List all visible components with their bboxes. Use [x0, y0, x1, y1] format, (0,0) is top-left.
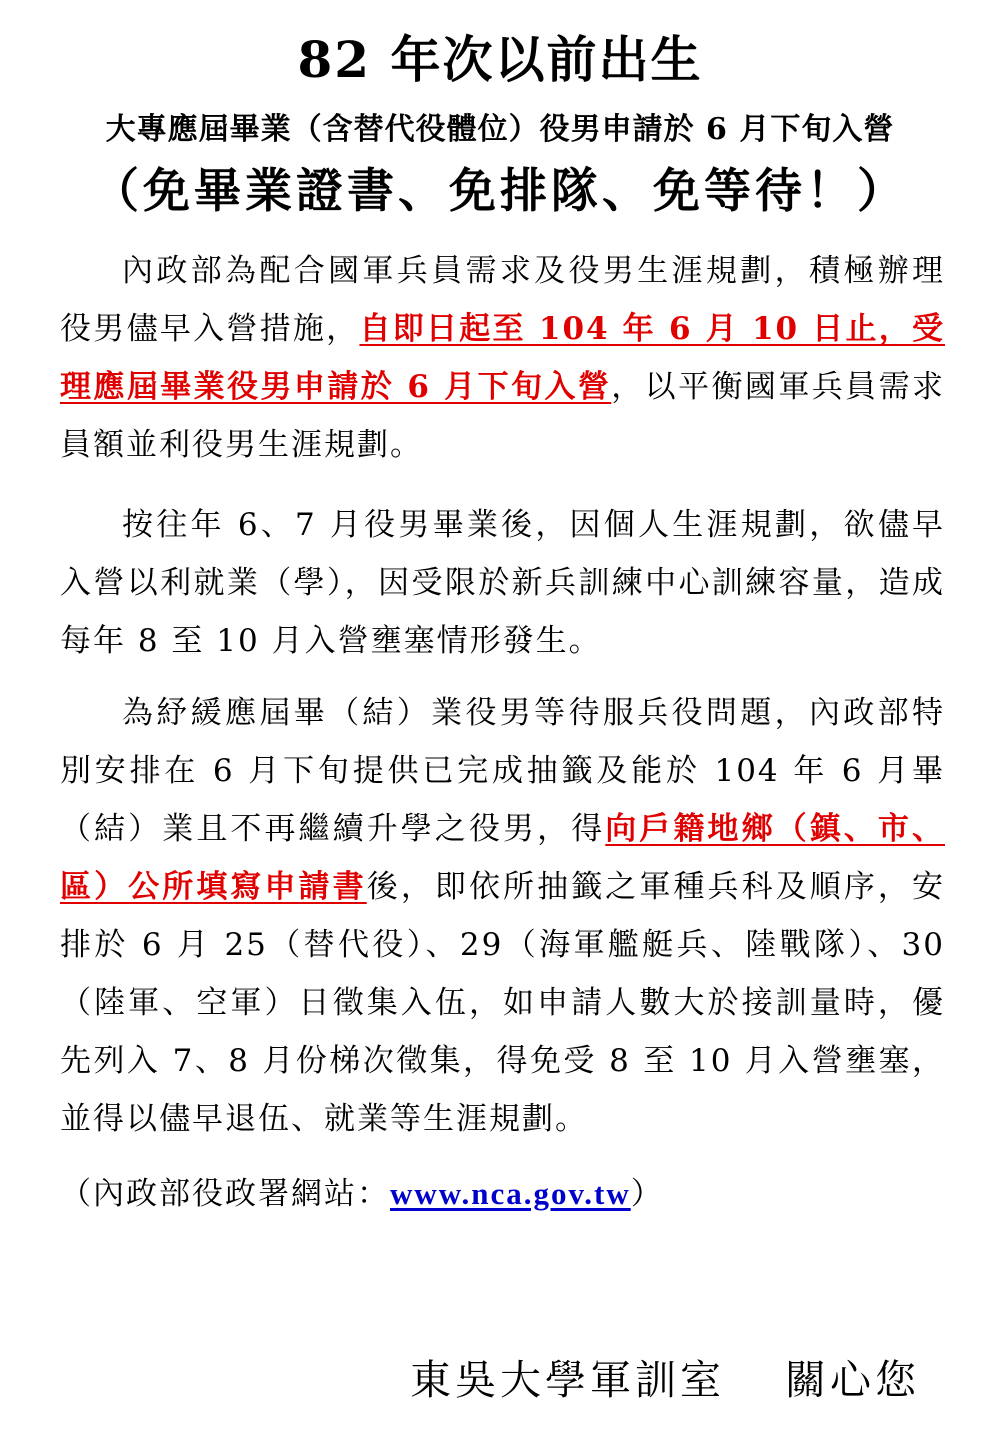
paragraph-3-highlight: 向戶籍地鄉（鎮、市、區）公所填寫申請書 [60, 811, 946, 905]
signature [410, 1350, 920, 1410]
notice-title: 82 年次以前出生 [297, 30, 703, 89]
paragraph-3 [60, 684, 945, 1148]
paragraph-1-intro: 內政部為配合國軍兵員需求及役男生涯規劃，積極辦理役男儘早入營措施， [60, 253, 945, 347]
paragraph-2 [60, 496, 945, 670]
notice-subtitle: 大專應屆畢業（含替代役體位）役男申請於 6 月下旬入營 [105, 112, 895, 147]
signature-office: 東吳大學軍訓室 [410, 1356, 725, 1404]
paragraph-3-intro: 為紓緩應屆畢（結）業役男等待服兵役問題，內政部特別安排在 6 月下旬提供已完成抽籤及能於 104 年 6 月畢（結）業且不再繼續升學之役男，得 [60, 695, 945, 847]
paragraph-2-text: 按往年 6、7 月役男畢業後，因個人生涯規劃，欲儘早入營以利就業（學），因受限於新兵訓練中心訓練容量，造成每年 8 至 10 月入營壅塞情形發生。 [60, 507, 945, 659]
source-prefix: （內政部役政署網站： [60, 1176, 390, 1212]
website-link[interactable]: www.nca.gov.tw [390, 1176, 631, 1211]
signature-greeting: 關心您 [785, 1356, 920, 1404]
paragraph-1 [60, 242, 945, 474]
notice-tagline: （免畢業證書、免排隊、免等待！） [92, 164, 908, 219]
paragraph-1-outro: ，以平衡國軍兵員需求員額並利役男生涯規劃。 [60, 369, 946, 463]
source-suffix: ） [630, 1176, 664, 1212]
paragraph-3-outro: 後，即依所抽籤之軍種兵科及順序，安排於 6 月 25（替代役）、29（海軍艦艇兵、陸戰隊）、30（陸軍、空軍）日徵集入伍，如申請人數大於接訓量時，優先列入 7、8 月份梯次徵集，得免受 8 至 10 月入營壅塞，並得以儘早退伍、就業等生涯規劃。 [60, 869, 946, 1137]
source-note [60, 1165, 664, 1223]
paragraph-1-highlight: 自即日起至 104 年 6 月 10 日止，受理應屆畢業役男申請於 6 月下旬入營 [60, 311, 945, 405]
